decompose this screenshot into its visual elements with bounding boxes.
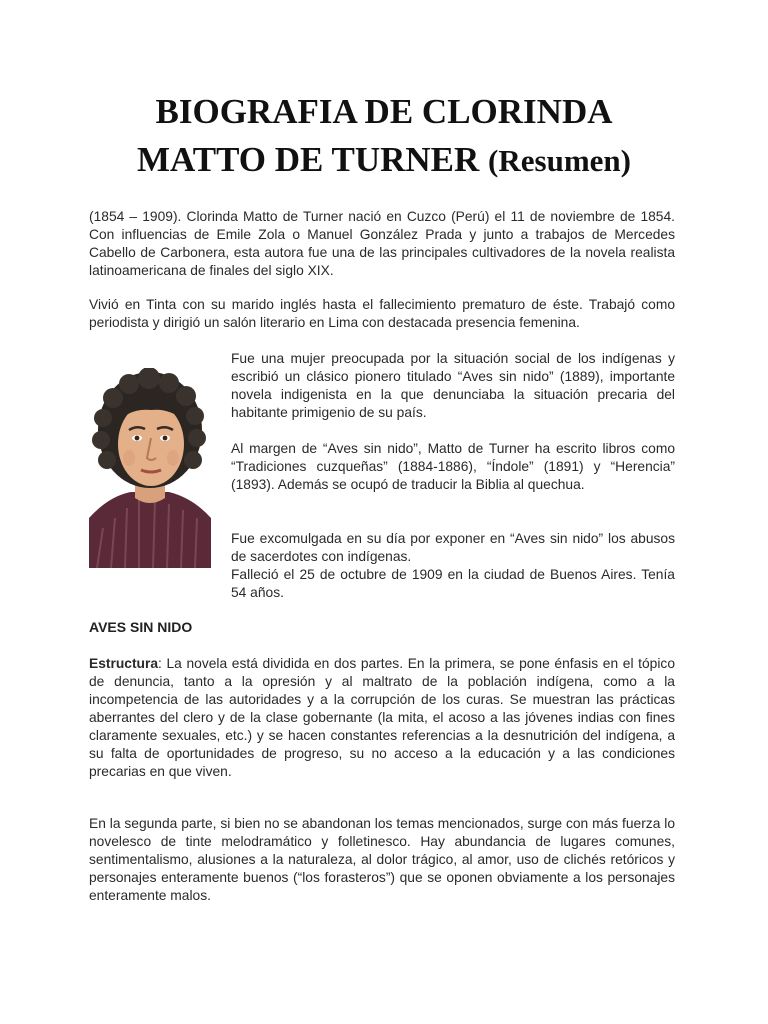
portrait-illustration: [89, 368, 211, 568]
page-title: [60, 88, 708, 185]
segunda-parte-paragraph: En la segunda parte, si bien no se abandonan los temas mencionados, surge con más fuerza lo novelesco de tinte melodramático y folletinesco. Hay abundancia de lugares comunes, sentimentalismo, alusiones a la naturaleza, al dolor trágico, al amor, uso de clichés retóricos y personajes enteramente buenos (“los forasteros”) que se oponen obviamente a los personajes enteramente malos.: [89, 816, 675, 903]
tinta-paragraph: Vivió en Tinta con su marido inglés hasta el fallecimiento prematuro de éste. Trabajó como periodista y dirigió un salón literario en Lima con destacada presencia femenina.: [89, 297, 675, 330]
estructura-paragraph: [89, 655, 675, 781]
excomulgada-paragraph: Fue excomulgada en su día por exponer en “Aves sin nido” los abusos de sacerdotes con indígenas.: [231, 531, 675, 564]
libros-paragraph: Al margen de “Aves sin nido”, Matto de Turner ha escrito libros como “Tradiciones cuzqueñas” (1884-1886), “Índole” (1891) y “Herencia” (1893). Además se ocupó de traducir la Biblia al quechua.: [231, 441, 675, 492]
indigenas-paragraph: Fue una mujer preocupada por la situación social de los indígenas y escribió un clásico pionero titulado “Aves sin nido” (1889), importante novela indigenista en la que denunciaba la situación precaria del habitante primigenio de su país.: [231, 351, 675, 420]
title-line-1: BIOGRAFIA DE CLORINDA: [155, 92, 613, 131]
estructura-label: Estructura: [89, 656, 159, 671]
title-suffix: (Resumen): [488, 143, 631, 178]
estructura-text: : La novela está dividida en dos partes. En la primera, se pone énfasis en el tópico de denuncia, tanto a la opresión y al maltrato de la población indígena, como a la incompetencia de las autoridades y a la corrupción de los curas. Se muestran las prácticas aberrantes del clero y de la clase gobernante (la mita, el acoso a las jóvenes indias con fines claramente sexuales, etc.) y se hacen constantes referencias a la desnutrición del indígena, a su falta de oportunidades de progreso, su no acceso a la educación y a las condiciones precarias en que viven.: [89, 656, 675, 779]
section-heading: AVES SIN NIDO: [89, 619, 193, 635]
title-line-2: MATTO DE TURNER: [137, 140, 480, 179]
fallecio-paragraph: Falleció el 25 de octubre de 1909 en la ciudad de Buenos Aires. Tenía 54 años.: [231, 567, 675, 600]
intro-paragraph: (1854 – 1909). Clorinda Matto de Turner nació en Cuzco (Perú) el 11 de noviembre de 1854. Con influencias de Emile Zola o Manuel González Prada y junto a trabajos de Mercedes Cabello de Carbonera, esta autora fue una de las principales cultivadores de la novela realista latinoamericana de finales del siglo XIX.: [89, 209, 675, 278]
